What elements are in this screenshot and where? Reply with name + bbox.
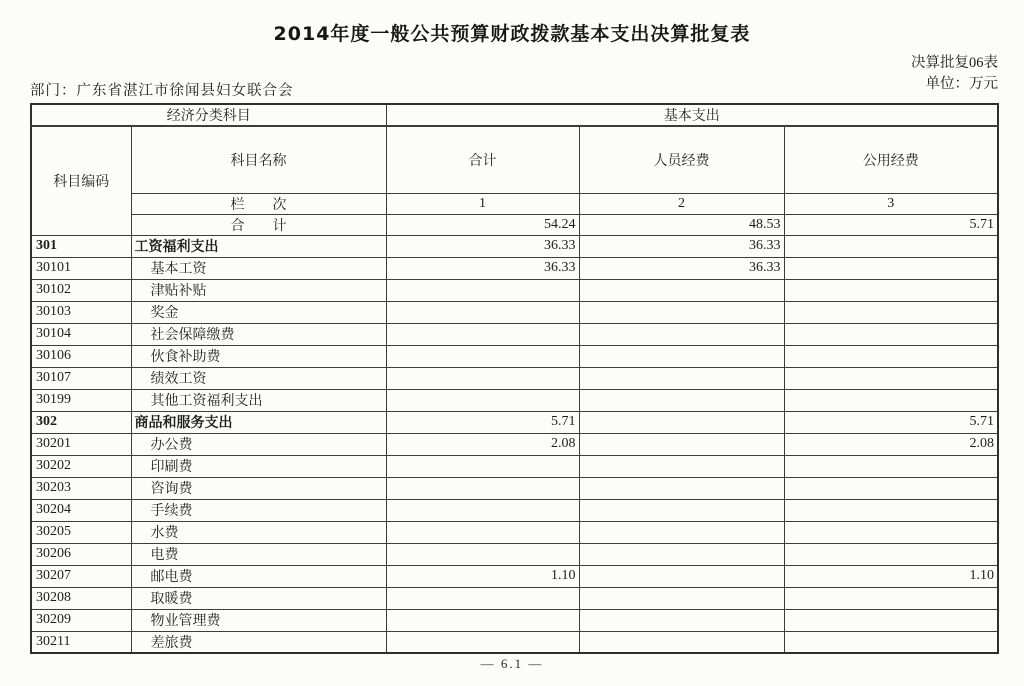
table-row <box>31 543 998 565</box>
subject-name-cell: 邮电费 <box>131 565 386 587</box>
table-row <box>31 301 998 323</box>
column-index-1: 1 <box>386 193 579 214</box>
table-row <box>31 521 998 543</box>
total-value-cell <box>386 389 579 411</box>
public-column-header: 公用经费 <box>784 126 998 193</box>
public-value-cell <box>784 389 998 411</box>
personnel-value-cell <box>579 477 784 499</box>
public-value-cell <box>784 587 998 609</box>
table-row <box>31 279 998 301</box>
total-value-cell <box>386 345 579 367</box>
total-value-cell <box>386 301 579 323</box>
public-value-cell <box>784 521 998 543</box>
table-row <box>31 477 998 499</box>
personnel-value-cell <box>579 455 784 477</box>
total-value-cell: 2.08 <box>386 433 579 455</box>
subject-name-cell: 手续费 <box>131 499 386 521</box>
basic-expenditure-group-header: 基本支出 <box>386 104 998 126</box>
subject-name-cell: 咨询费 <box>131 477 386 499</box>
public-value-cell: 2.08 <box>784 433 998 455</box>
subject-name-cell: 绩效工资 <box>131 367 386 389</box>
public-value-cell <box>784 455 998 477</box>
personnel-column-header: 人员经费 <box>579 126 784 193</box>
personnel-value-cell <box>579 345 784 367</box>
subject-code-cell: 30103 <box>31 301 131 323</box>
personnel-value-cell <box>579 565 784 587</box>
grand-total-label: 合 计 <box>131 214 386 235</box>
subject-name-cell: 社会保障缴费 <box>131 323 386 345</box>
personnel-value-cell <box>579 521 784 543</box>
personnel-value-cell <box>579 411 784 433</box>
public-value-cell <box>784 543 998 565</box>
table-row <box>31 323 998 345</box>
total-value-cell: 36.33 <box>386 235 579 257</box>
subject-name-cell: 办公费 <box>131 433 386 455</box>
personnel-value-cell <box>579 587 784 609</box>
personnel-value-cell <box>579 631 784 653</box>
table-row <box>31 411 998 433</box>
public-value-cell <box>784 345 998 367</box>
personnel-value-cell <box>579 367 784 389</box>
subject-name-cell: 工资福利支出 <box>131 235 386 257</box>
subject-name-cell: 印刷费 <box>131 455 386 477</box>
public-value-cell <box>784 609 998 631</box>
column-index-3: 3 <box>784 193 998 214</box>
subject-name-cell: 伙食补助费 <box>131 345 386 367</box>
total-value-cell <box>386 609 579 631</box>
public-value-cell <box>784 235 998 257</box>
personnel-value-cell <box>579 323 784 345</box>
subject-code-cell: 30207 <box>31 565 131 587</box>
total-value-cell <box>386 631 579 653</box>
subject-code-cell: 30202 <box>31 455 131 477</box>
grand-total-total-cell: 54.24 <box>386 214 579 235</box>
table-row <box>31 455 998 477</box>
subject-code-cell: 30106 <box>31 345 131 367</box>
subject-code-header: 科目编码 <box>31 126 131 235</box>
personnel-value-cell <box>579 543 784 565</box>
subject-name-cell: 物业管理费 <box>131 609 386 631</box>
total-value-cell <box>386 455 579 477</box>
subject-code-cell: 30199 <box>31 389 131 411</box>
table-row <box>31 565 998 587</box>
document-title: 2014年度一般公共预算财政拨款基本支出决算批复表 <box>273 23 751 45</box>
table-number-label: 决算批复06表 <box>911 55 998 71</box>
department-label: 部门：广东省湛江市徐闻县妇女联合会 <box>30 83 294 99</box>
total-value-cell: 36.33 <box>386 257 579 279</box>
grand-total-public-cell: 5.71 <box>784 214 998 235</box>
public-value-cell <box>784 257 998 279</box>
public-value-cell <box>784 499 998 521</box>
total-value-cell <box>386 323 579 345</box>
table-row <box>31 235 998 257</box>
personnel-value-cell: 36.33 <box>579 257 784 279</box>
grand-total-row <box>31 214 998 235</box>
page-number: — 6.1 — <box>480 656 544 671</box>
public-value-cell <box>784 367 998 389</box>
subject-name-cell: 差旅费 <box>131 631 386 653</box>
subject-name-cell: 水费 <box>131 521 386 543</box>
subject-name-cell: 津贴补贴 <box>131 279 386 301</box>
subject-name-cell: 奖金 <box>131 301 386 323</box>
budget-table <box>30 103 999 654</box>
personnel-value-cell <box>579 301 784 323</box>
table-row <box>31 345 998 367</box>
subject-code-cell: 30209 <box>31 609 131 631</box>
subject-code-cell: 302 <box>31 411 131 433</box>
subject-name-cell: 电费 <box>131 543 386 565</box>
subject-code-cell: 30211 <box>31 631 131 653</box>
total-value-cell <box>386 477 579 499</box>
subject-code-cell: 30208 <box>31 587 131 609</box>
subject-code-cell: 30206 <box>31 543 131 565</box>
subject-name-header: 科目名称 <box>131 126 386 193</box>
personnel-value-cell <box>579 279 784 301</box>
grand-total-personnel-cell: 48.53 <box>579 214 784 235</box>
subject-code-cell: 30204 <box>31 499 131 521</box>
total-value-cell <box>386 543 579 565</box>
subject-code-cell: 30104 <box>31 323 131 345</box>
subject-name-cell: 商品和服务支出 <box>131 411 386 433</box>
table-row <box>31 587 998 609</box>
public-value-cell <box>784 477 998 499</box>
total-value-cell <box>386 279 579 301</box>
personnel-value-cell <box>579 433 784 455</box>
personnel-value-cell: 36.33 <box>579 235 784 257</box>
public-value-cell <box>784 631 998 653</box>
table-row <box>31 499 998 521</box>
public-value-cell: 5.71 <box>784 411 998 433</box>
document-meta <box>911 53 998 95</box>
table-column-header-row <box>31 126 998 193</box>
subject-code-cell: 301 <box>31 235 131 257</box>
subject-code-cell: 30201 <box>31 433 131 455</box>
unit-label: 单位：万元 <box>925 76 998 92</box>
subject-name-cell: 取暖费 <box>131 587 386 609</box>
subject-code-cell: 30203 <box>31 477 131 499</box>
column-index-row <box>31 193 998 214</box>
personnel-value-cell <box>579 609 784 631</box>
public-value-cell <box>784 301 998 323</box>
column-index-2: 2 <box>579 193 784 214</box>
column-index-label: 栏 次 <box>131 193 386 214</box>
table-row <box>31 389 998 411</box>
personnel-value-cell <box>579 389 784 411</box>
table-row <box>31 367 998 389</box>
subject-name-cell: 基本工资 <box>131 257 386 279</box>
table-group-header-row <box>31 104 998 126</box>
total-column-header: 合计 <box>386 126 579 193</box>
public-value-cell <box>784 279 998 301</box>
public-value-cell: 1.10 <box>784 565 998 587</box>
public-value-cell <box>784 323 998 345</box>
total-value-cell: 5.71 <box>386 411 579 433</box>
table-row <box>31 609 998 631</box>
total-value-cell <box>386 367 579 389</box>
subject-code-cell: 30205 <box>31 521 131 543</box>
table-row <box>31 257 998 279</box>
total-value-cell <box>386 587 579 609</box>
subject-code-cell: 30107 <box>31 367 131 389</box>
personnel-value-cell <box>579 499 784 521</box>
subject-code-cell: 30101 <box>31 257 131 279</box>
table-row <box>31 631 998 653</box>
total-value-cell: 1.10 <box>386 565 579 587</box>
table-row <box>31 433 998 455</box>
subject-code-cell: 30102 <box>31 279 131 301</box>
total-value-cell <box>386 521 579 543</box>
total-value-cell <box>386 499 579 521</box>
economic-classification-group-header: 经济分类科目 <box>31 104 386 126</box>
subject-name-cell: 其他工资福利支出 <box>131 389 386 411</box>
